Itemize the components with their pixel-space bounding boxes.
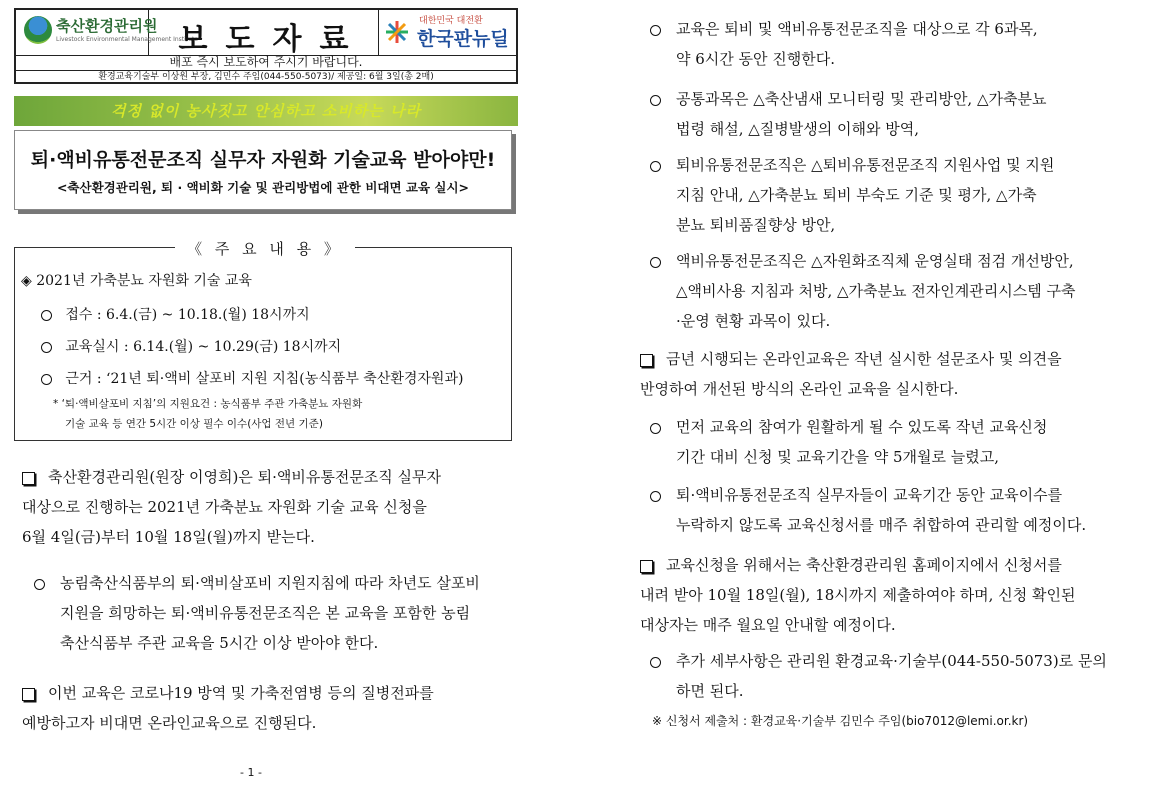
paragraph-line: 액비유통전문조직은 △자원화조직체 운영실태 점검 개선방안, <box>676 252 1074 270</box>
org-name: 축산환경관리원 <box>56 17 158 35</box>
paragraph-line: 지침 안내, △가축분뇨 퇴비 부숙도 기준 및 평가, △가축 <box>676 186 1037 204</box>
circle-paragraph <box>650 646 1140 706</box>
circle-bullet-icon <box>650 84 661 114</box>
summary-note-line1: * ‘퇴·액비살포비 지침’의 지원요건 : 농식품부 주관 가축분뇨 자원화 <box>53 398 363 410</box>
paragraph-line: 추가 세부사항은 관리원 환경교육·기술부(044-550-5073)로 문의 <box>676 652 1107 670</box>
box-paragraph <box>22 462 518 552</box>
paragraph-line: 반영하여 개선된 방식의 온라인 교육을 실시한다. <box>640 380 959 398</box>
box-paragraph <box>640 344 1140 404</box>
circle-paragraph <box>34 568 518 658</box>
paragraph-line: 대상자는 매주 월요일 안내할 예정이다. <box>640 616 896 634</box>
paragraph-line: 교육은 퇴비 및 액비유통전문조직을 대상으로 각 6과목, <box>676 20 1038 38</box>
paragraph-line: 하면 된다. <box>676 682 744 700</box>
circle-bullet-icon <box>41 310 52 321</box>
paragraph-line: 축산식품부 주관 교육을 5시간 이상 받아야 한다. <box>60 634 379 652</box>
circle-bullet-icon <box>650 480 661 510</box>
circle-bullet-icon <box>650 246 661 276</box>
paragraph-line: 공통과목은 △축산냄새 모니터링 및 관리방안, △가축분뇨 <box>676 90 1047 108</box>
paragraph-line: 약 6시간 동안 진행한다. <box>676 50 836 68</box>
summary-item-text: 근거 : ‘21년 퇴·액비 살포비 지원 지침(농식품부 축산환경자원과) <box>65 371 464 387</box>
summary-item-text: 교육실시 : 6.14.(월) ~ 10.29(금) 18시까지 <box>65 339 342 355</box>
doc-type-title: 보도자료 <box>178 22 367 57</box>
summary-title: 《 주 요 내 용 》 <box>175 238 355 259</box>
paragraph-line: 분뇨 퇴비품질향상 방안, <box>676 216 836 234</box>
box-paragraph <box>640 550 1140 640</box>
circle-paragraph <box>650 412 1140 472</box>
circle-bullet-icon <box>650 150 661 180</box>
summary-item <box>41 368 463 388</box>
new-deal-star-icon <box>385 20 409 44</box>
paragraph-line: 먼저 교육의 참여가 원활하게 될 수 있도록 작년 교육신청 <box>676 418 1048 436</box>
circle-bullet-icon <box>41 374 52 385</box>
partner-small-text: 대한민국 대전환 <box>419 16 483 26</box>
circle-bullet-icon <box>34 568 45 598</box>
square-bullet-icon <box>22 678 35 708</box>
paragraph-line: 교육신청을 위해서는 축산환경관리원 홈페이지에서 신청서를 <box>666 556 1062 574</box>
circle-bullet-icon <box>41 342 52 353</box>
summary-item <box>41 304 310 324</box>
slogan-banner <box>14 96 518 126</box>
summary-item <box>41 336 341 356</box>
paragraph-line: 대상으로 진행하는 2021년 가축분뇨 자원화 기술 교육 신청을 <box>22 498 427 516</box>
paragraph-line: 농림축산식품부의 퇴·액비살포비 지원지침에 따라 차년도 살포비 <box>60 574 480 592</box>
paragraph-line: 내려 받아 10월 18일(월), 18시까지 제출하여야 하며, 신청 확인된 <box>640 586 1076 604</box>
paragraph-line: 지원을 희망하는 퇴·액비유통전문조직은 본 교육을 포함한 농림 <box>60 604 471 622</box>
paragraph-line: 6월 4일(금)부터 10월 18일(월)까지 받는다. <box>22 528 315 546</box>
page-number: - 1 - <box>240 766 262 779</box>
summary-main: ◈ 2021년 가축분뇨 자원화 기술 교육 <box>21 273 252 289</box>
summary-item-text: 접수 : 6.4.(금) ~ 10.18.(월) 18시까지 <box>65 307 310 323</box>
square-bullet-icon <box>640 344 653 374</box>
paragraph-line: △액비사용 지침과 처방, △가축분뇨 전자인계관리시스템 구축 <box>676 282 1076 300</box>
summary-box <box>14 240 512 441</box>
doc-type-cell <box>149 10 379 55</box>
submission-note: ※ 신청서 제출처 : 환경교육·기술부 김민수 주임(bio7012@lemi.or.kr) <box>652 714 1029 728</box>
circle-paragraph <box>650 246 1140 336</box>
paragraph-line: 예방하고자 비대면 온라인교육으로 진행된다. <box>22 714 317 732</box>
paragraph-line: ·운영 현황 과목이 있다. <box>676 312 831 330</box>
circle-paragraph <box>650 14 1140 74</box>
circle-bullet-icon <box>650 412 661 442</box>
circle-bullet-icon <box>650 14 661 44</box>
slogan-text: 걱정 없이 농사짓고 안심하고 소비하는 나라 <box>111 102 421 120</box>
box-paragraph <box>22 678 518 738</box>
summary-main-text: 2021년 가축분뇨 자원화 기술 교육 <box>36 273 252 289</box>
circle-paragraph <box>650 150 1140 240</box>
paragraph-line: 축산환경관리원(원장 이영희)은 퇴·액비유통전문조직 실무자 <box>48 468 442 486</box>
circle-paragraph <box>650 84 1140 144</box>
headline-subtitle: <축산환경관리원, 퇴 · 액비화 기술 및 관리방법에 관한 비대면 교육 실시> <box>56 180 470 195</box>
paragraph-line: 이번 교육은 코로나19 방역 및 가축전염병 등의 질병전파를 <box>48 684 434 702</box>
contact-line: 환경교육기술부 이상원 부장, 김민수 주임(044-550-5073)/ 제공일: 6월 3일(총 2매) <box>98 72 434 82</box>
circle-paragraph <box>650 480 1140 540</box>
org-emblem-icon <box>24 16 52 44</box>
paragraph-line: 금년 시행되는 온라인교육은 작년 실시한 설문조사 및 의견을 <box>666 350 1062 368</box>
org-logo <box>16 10 198 55</box>
partner-big-text: 한국판뉴딜 <box>417 28 509 50</box>
org-sub-name: Livestock Environmental Management Institute <box>56 36 198 43</box>
press-release-header <box>14 8 518 84</box>
release-note: 배포 즉시 보도하여 주시기 바랍니다. <box>16 55 516 71</box>
square-bullet-icon <box>22 462 35 492</box>
paragraph-line: 퇴비유통전문조직은 △퇴비유통전문조직 지원사업 및 지원 <box>676 156 1055 174</box>
summary-note-line2: 기술 교육 등 연간 5시간 이상 필수 이수(사업 전년 기준) <box>65 418 323 430</box>
header-top-row <box>16 10 516 56</box>
circle-bullet-icon <box>650 646 661 676</box>
paragraph-line: 기간 대비 신청 및 교육기간을 약 5개월로 늘렸고, <box>676 448 999 466</box>
headline-title: 퇴·액비유통전문조직 실무자 자원화 기술교육 받아야만! <box>30 149 496 171</box>
paragraph-line: 퇴·액비유통전문조직 실무자들이 교육기간 동안 교육이수를 <box>676 486 1063 504</box>
paragraph-line: 법령 해설, △질병발생의 이해와 방역, <box>676 120 920 138</box>
headline-box <box>14 130 512 210</box>
paragraph-line: 누락하지 않도록 교육신청서를 매주 취합하여 관리할 예정이다. <box>676 516 1087 534</box>
new-deal-logo <box>379 10 516 55</box>
square-bullet-icon <box>640 550 653 580</box>
